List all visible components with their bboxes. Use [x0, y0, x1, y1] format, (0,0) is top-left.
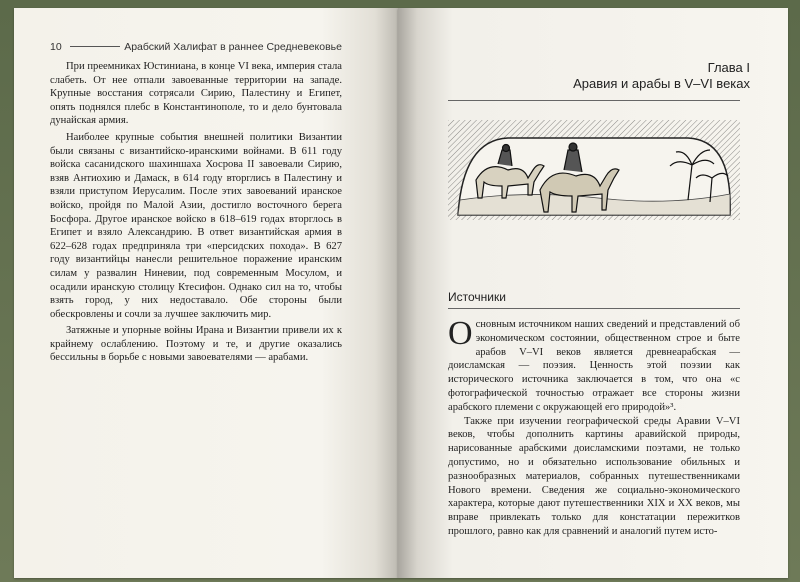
chapter-label: Глава I: [707, 60, 750, 75]
running-head-title: Арабский Халифат в раннее Средневековье: [124, 41, 342, 53]
right-body-text: [448, 315, 740, 539]
paragraph: [448, 315, 740, 415]
section-heading: Источники: [448, 290, 740, 309]
first-paragraph-text: сновным источником наших сведений и представлений об экономическом состоянии, общественном строе и быте арабов V–VI веков является древнеарабская — доисламская — поэзия. Ценность этой поэзии как исторического источника заключается в том, что она «с фотографической точностью отражает все стороны жизни арабского племени с окружающей его природой»³.: [448, 319, 740, 413]
running-head: [50, 40, 342, 54]
paragraph: При преемниках Юстиниана, в конце VI века, империя стала слабеть. От нее отпали завоеванные территории на западе. Крупные восстания сотрясали Сирию, Палестину и Египет, опять поднялся плебс в Константинополе, то и дело бунтовала дунайская армия.: [50, 61, 342, 127]
paragraph: Также при изучении географической среды Аравии V–VI веков, чтобы дополнить картины аравийской природы, нарисованные арабскими доисламскими поэтами, не только допустимо, но и обязательно использование обильных и разнообразных материалов, собранных путешественниками Нового времени. Сведения же социально-экономического характера, которые дают путешественники XIX и XX веков, мы вправе привлекать только для констатации пережитков прошлого, равно как для сравнений и аналогий путем исто-: [448, 415, 740, 537]
page-number: 10: [50, 41, 62, 53]
paragraph: Затяжные и упорные войны Ирана и Византии привели их к крайнему ослаблению. Поэтому и те, и другие оказались бессильны в борьбе с новыми завоевателями — арабами.: [50, 325, 342, 364]
paragraph: Наиболее крупные события внешней политики Византии были связаны с византийско-иранскими войнами. В 611 году войска сасанидского шахиншаха Хосрова II завоевали Сирию, взяв Антиохию и Дамаск, в 614 году вторглись в Палестину и взяли приступом Иерусалим. После этих завоеваний иранское войско, пройдя по Малой Азии, достигло восточного берега Босфора. Другое иранское войско в 618–619 годах вторглось в Египет и взяло Александрию. В ответ византийская армия в 622–628 годах предприняла три «персидских похода». В 627 году византийцы нанесли решительное поражение иранским силам у развалин Ниневии, под современным Мосулом, и осадили иранскую столицу Ктесифон. Однако сил на то, чтобы взять город, у них недоставало. Обе стороны были обескровлены и сочли за лучшее заключить мир.: [50, 131, 342, 320]
left-body-text: [50, 60, 342, 368]
camel-caravan-illustration: [448, 120, 740, 220]
chapter-heading: [573, 60, 750, 92]
chapter-title: Аравия и арабы в V–VI веках: [573, 76, 750, 91]
header-rule: [70, 46, 120, 47]
drop-cap: О: [448, 315, 473, 352]
chapter-rule: [448, 100, 740, 101]
